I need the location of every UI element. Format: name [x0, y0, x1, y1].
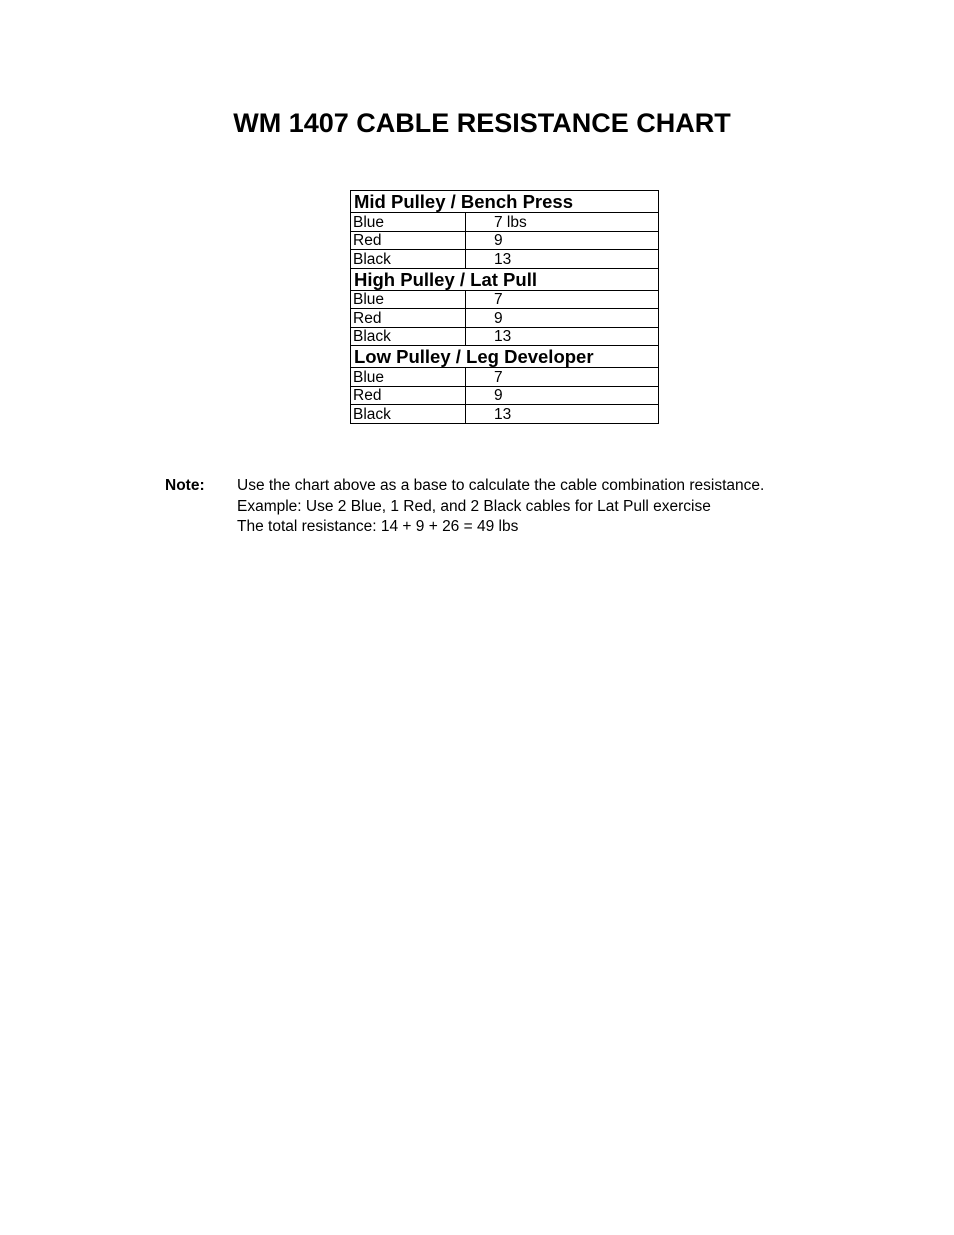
table-row — [351, 213, 659, 232]
cable-color-cell: Blue — [351, 368, 466, 387]
table-row — [351, 250, 659, 269]
cable-color-cell: Red — [351, 231, 466, 250]
table-row — [351, 231, 659, 250]
resistance-value-cell: 7 — [466, 290, 659, 309]
cable-color-cell: Black — [351, 405, 466, 424]
section-heading-row — [351, 191, 659, 213]
table-row — [351, 290, 659, 309]
table-row — [351, 309, 659, 328]
resistance-value-cell: 9 — [466, 309, 659, 328]
cable-color-cell: Red — [351, 309, 466, 328]
resistance-value-cell: 9 — [466, 231, 659, 250]
section-heading: Mid Pulley / Bench Press — [351, 191, 659, 213]
table-row — [351, 405, 659, 424]
table-row — [351, 327, 659, 346]
resistance-value-cell: 7 lbs — [466, 213, 659, 232]
cable-color-cell: Black — [351, 327, 466, 346]
table-row — [351, 368, 659, 387]
resistance-value-cell: 13 — [466, 250, 659, 269]
section-heading-row — [351, 346, 659, 368]
resistance-value-cell: 13 — [466, 405, 659, 424]
cable-resistance-table — [350, 190, 659, 424]
note-line: Example: Use 2 Blue, 1 Red, and 2 Black cables for Lat Pull exercise — [237, 497, 711, 515]
cable-color-cell: Black — [351, 250, 466, 269]
section-heading: Low Pulley / Leg Developer — [351, 346, 659, 368]
cable-color-cell: Blue — [351, 290, 466, 309]
cable-color-cell: Red — [351, 386, 466, 405]
resistance-value-cell: 7 — [466, 368, 659, 387]
note-line: Use the chart above as a base to calculate the cable combination resistance. — [237, 477, 765, 494]
note-line: The total resistance: 14 + 9 + 26 = 49 lbs — [237, 518, 519, 535]
table-row — [351, 386, 659, 405]
resistance-value-cell: 9 — [466, 386, 659, 405]
note-text — [237, 476, 764, 538]
page-title: WM 1407 CABLE RESISTANCE CHART — [233, 108, 731, 138]
resistance-value-cell: 13 — [466, 327, 659, 346]
section-heading-row — [351, 268, 659, 290]
cable-color-cell: Blue — [351, 213, 466, 232]
section-heading: High Pulley / Lat Pull — [351, 268, 659, 290]
note-label: Note: — [165, 477, 205, 494]
